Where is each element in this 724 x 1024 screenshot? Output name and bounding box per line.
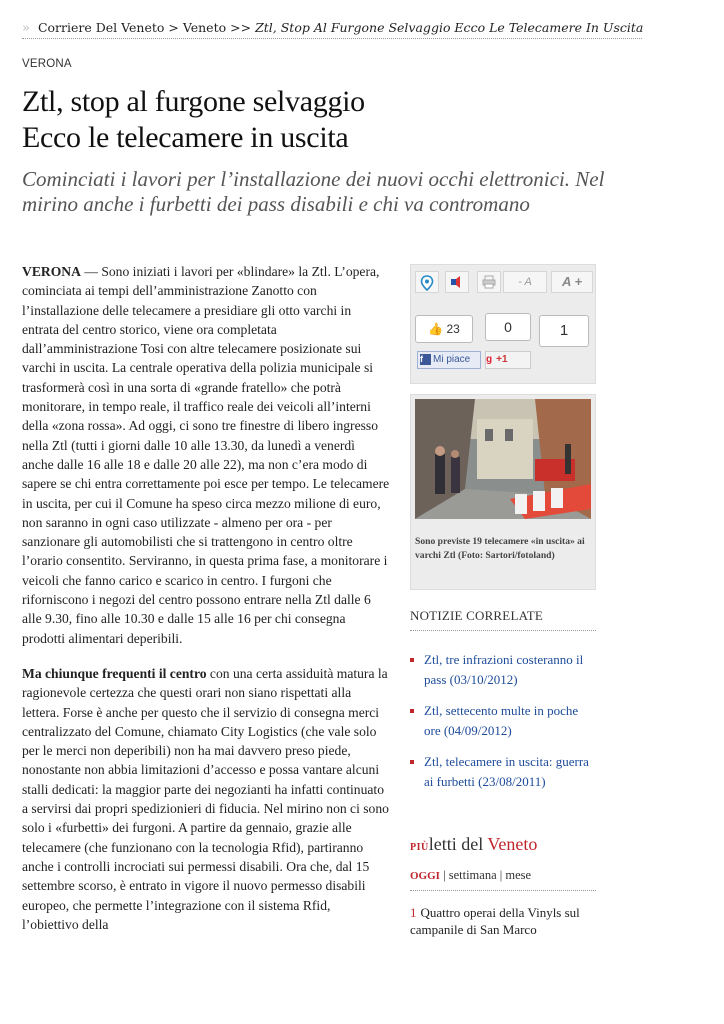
deck: Cominciati i lavori per l’installazione dei nuovi occhi elettronici. Nel mirino anche i furbetti dei pass disabili e chi va contromano (22, 167, 605, 216)
dateline: VERONA (22, 264, 81, 279)
print-icon[interactable] (477, 271, 501, 293)
article-body (22, 262, 390, 950)
breadcrumb-current: Ztl, Stop Al Furgone Selvaggio Ecco Le Telecamere In Uscita (255, 20, 644, 35)
related-news-item[interactable]: Ztl, settecento multe in poche ore (04/09/2012) (410, 701, 596, 740)
most-read-label: letti del (428, 834, 484, 854)
related-news-list (410, 650, 596, 803)
street-photo[interactable] (415, 399, 591, 519)
headline-line-1: Ztl, stop al furgone selvaggio (22, 85, 365, 118)
paragraph-1-text: — Sono iniziati i lavori per «blindare» la Ztl. L’opera, cominciata ai tempi dell’amministrazione Zanotto con l’installazione delle telecamere a presidiare gli otto varchi in entrata del centro storico, viene ora completata dall’amministrazione Tosi con altre telecamere posizionate sui varchi in uscita. La centrale operativa della polizia municipale si trasformerà così in una sorta di «grande fratello» che potrà monitorare, in tempo reale, il traffico reale dei veicoli all’interni della «zona rossa». Ad oggi, ci sono tre finestre di libero ingresso nella Ztl (tutti i giorni dalle 10 alle 13.30, da lunedì a venerdì anche dalle 16 alle 18 e dalle 20 alle 22), ma non c’era modo di sapere se chi entra correttamente poi esce per tempo. Le telecamere in uscita, per cui il Comune ha speso circa mezzo milione di euro, non saranno in ogni caso utilizzate - almeno per ora - per sanzionare gli automobilisti che si trattengono in centro oltre l’orario consentito. Serviranno, in questa prima fase, a monitorare i veicoli che fanno carico e scarico in centro. I furgoni che riforniscono i negozi del centro possono entrare nella Ztl dalle 6 alle 9.30, fino alle 10.30 e dalle 15 alle 16 per chi consegna prodotti alimentari deperibili. (22, 264, 390, 646)
font-larger-button[interactable]: A + (551, 271, 593, 293)
most-read-tabs (410, 868, 596, 891)
tweet-count-box: 1 (539, 315, 589, 347)
tab-oggi[interactable]: OGGI (410, 870, 440, 882)
tab-settimana[interactable]: settimana (448, 868, 497, 882)
tab-mese[interactable]: mese (505, 868, 532, 882)
audio-icon[interactable] (445, 271, 469, 293)
breadcrumb-separator: > (240, 20, 252, 35)
breadcrumb-separator: > (230, 20, 241, 35)
facebook-icon: f (420, 354, 431, 365)
breadcrumb (22, 20, 642, 39)
like-count-box (415, 315, 473, 343)
headline-line-2: Ecco le telecamere in uscita (22, 121, 349, 154)
photo-box (410, 394, 596, 590)
google-plus-button[interactable] (485, 351, 531, 369)
font-smaller-button[interactable]: - A (503, 271, 547, 293)
most-read-title (410, 834, 596, 855)
breadcrumb-section-link[interactable]: Veneto (182, 20, 227, 35)
related-news-title: NOTIZIE CORRELATE (410, 608, 596, 631)
tab-divider: | (443, 868, 446, 882)
breadcrumb-separator: > (168, 20, 179, 35)
paragraph-2 (22, 664, 390, 934)
paragraph-2-lead: Ma chiunque frequenti il centro (22, 665, 207, 681)
facebook-like-button[interactable] (417, 351, 481, 369)
section-kicker: VERONA (22, 58, 72, 70)
photo-caption: Sono previste 19 telecamere «in uscita» ai varchi Ztl (Foto: Sartori/fotoland) (415, 536, 585, 561)
tools-box (410, 264, 596, 384)
most-read-tag: PIÙ (410, 842, 429, 853)
paragraph-1 (22, 262, 390, 648)
facebook-like-label: Mi piace (433, 354, 471, 365)
share-count-box: 0 (485, 313, 531, 341)
most-read-list (410, 904, 596, 938)
paragraph-2-text: con una certa assiduità matura la ragionevole certezza che questi orari non siano rispettati alla lettera. Forse è anche per questo che il servizio di consegna merci centralizzato del Comune, chiamato City Logistics (che vale solo per le merci non deperibili) non ha mai davvero preso piede, nonostante non abbia limitazioni d’accesso e possa vantare alcuni stalli dedicati: la maggior parte dei negozianti ha infatti continuato a servirsi dai propri spedizionieri di fiducia. Nel mirino non ci sono solo i «furbetti» dei furgoni. A partire da gennaio, grazie alle telecamere (che funzionano con la tecnologia Rfid), partiranno anche i controlli incrociati sui permessi disabili. Ora che, dal 15 settembre scorso, è entrato in vigore il nuovo permesso disabili europeo, che permette l’integrazione con il sistema Rfid, l’obiettivo della (22, 665, 389, 932)
tab-divider: | (499, 868, 503, 882)
most-read-rank: 1 (410, 905, 417, 920)
like-count: 23 (446, 322, 460, 336)
map-pin-icon[interactable] (415, 271, 439, 293)
google-plus-icon: g (486, 354, 493, 365)
thumbs-up-icon: 👍 (428, 322, 444, 336)
headline (22, 84, 622, 156)
related-news-item[interactable]: Ztl, telecamere in uscita: guerra ai furbetti (23/08/2011) (410, 752, 596, 791)
related-news-item[interactable]: Ztl, tre infrazioni costeranno il pass (03/10/2012) (410, 650, 596, 689)
breadcrumb-home-link[interactable]: Corriere Del Veneto (37, 20, 165, 35)
most-read-region: Veneto (487, 834, 538, 854)
breadcrumb-arrows-icon: » (22, 21, 30, 36)
google-plus-label: +1 (496, 354, 508, 365)
most-read-item[interactable]: Quattro operai della Vinyls sul campanile di San Marco (410, 905, 580, 937)
